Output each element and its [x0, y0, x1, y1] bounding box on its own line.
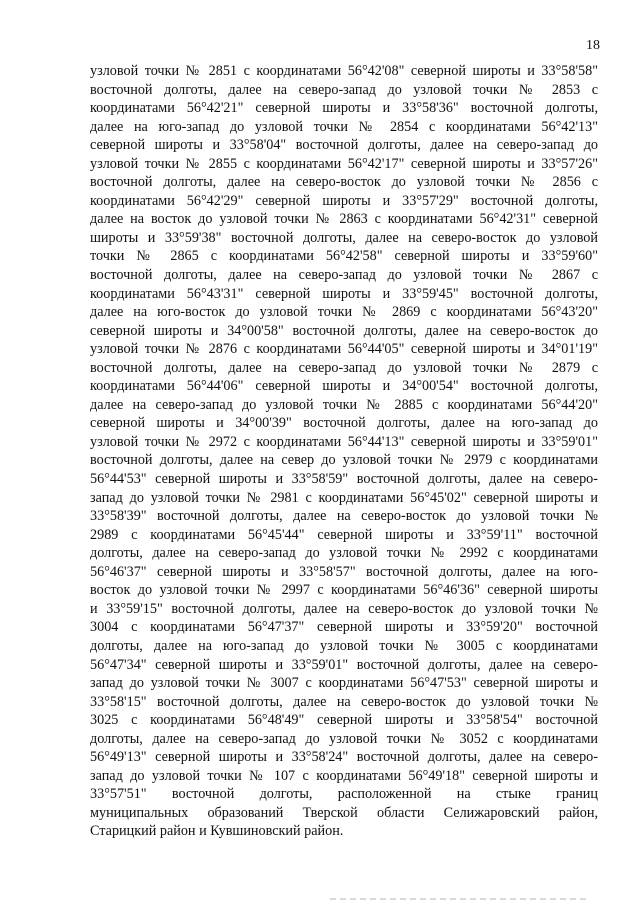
text-line: 56°44'53" северной широты и 33°58'59" восточной долготы, далее на северо-	[90, 471, 598, 488]
text-line: запад до узловой точки № 2981 с координатами 56°45'02" северной широты и	[90, 489, 598, 506]
text-line: 56°47'34" северной широты и 33°59'01" восточной долготы, далее на северо-	[90, 656, 598, 673]
text-line: восточной долготы, далее на северо-запад до узловой точки № 2867 с	[90, 267, 598, 284]
text-line: восточной долготы, далее на северо-восток до узловой точки № 2856 с	[90, 174, 598, 191]
text-line: 56°49'13" северной широты и 33°58'24" восточной долготы, далее на северо-	[90, 749, 598, 766]
text-line: восток до узловой точки № 2997 с координатами 56°46'36" северной широты	[90, 582, 598, 599]
text-line: 33°57'51" восточной долготы, расположенной на стыке границ	[90, 786, 598, 803]
text-line: запад до узловой точки № 107 с координатами 56°49'18" северной широты и	[90, 767, 598, 784]
text-line: долготы, далее на юго-запад до узловой точки № 3005 с координатами	[90, 637, 598, 654]
text-line: восточной долготы, далее на север до узловой точки № 2979 с координатами	[90, 452, 598, 469]
text-line: 3004 с координатами 56°47'37" северной широты и 33°59'20" восточной	[90, 619, 598, 636]
text-line: и 33°59'15" восточной долготы, далее на северо-восток до узловой точки №	[90, 600, 598, 617]
text-line: далее на северо-запад до узловой точки № 2885 с координатами 56°44'20"	[90, 396, 598, 413]
text-line: далее на юго-запад до узловой точки № 2854 с координатами 56°42'13"	[90, 118, 598, 135]
text-line: 2989 с координатами 56°45'44" северной широты и 33°59'11" восточной	[90, 526, 598, 543]
text-line: 56°46'37" северной широты и 33°58'57" восточной долготы, далее на юго-	[90, 563, 598, 580]
text-line: долготы, далее на северо-запад до узловой точки № 3052 с координатами	[90, 730, 598, 747]
text-line: координатами 56°43'31" северной широты и 33°59'45" восточной долготы,	[90, 285, 598, 302]
text-line: 3025 с координатами 56°48'49" северной широты и 33°58'54" восточной	[90, 712, 598, 729]
scan-edge-mark	[330, 898, 590, 900]
body-text	[90, 62, 598, 841]
page-number: 18	[586, 38, 600, 53]
text-line: муниципальных образований Тверской области Селижаровский район,	[90, 804, 598, 821]
text-line: северной широты и 34°00'39" восточной долготы, далее на юго-запад до	[90, 415, 598, 432]
text-line: долготы, далее на северо-запад до узловой точки № 2992 с координатами	[90, 545, 598, 562]
text-line: широты и 33°59'38" восточной долготы, далее на северо-восток до узловой	[90, 229, 598, 246]
text-line: координатами 56°42'29" северной широты и 33°57'29" восточной долготы,	[90, 192, 598, 209]
text-line: 33°58'15" восточной долготы, далее на северо-восток до узловой точки №	[90, 693, 598, 710]
text-line: далее на юго-восток до узловой точки № 2869 с координатами 56°43'20"	[90, 304, 598, 321]
text-line-last: Старицкий район и Кувшиновский район.	[90, 823, 344, 840]
text-line: 33°58'39" восточной долготы, далее на северо-восток до узловой точки №	[90, 508, 598, 525]
text-line: узловой точки № 2855 с координатами 56°42'17" северной широты и 33°57'26"	[90, 155, 598, 172]
text-line: координатами 56°44'06" северной широты и 34°00'54" восточной долготы,	[90, 378, 598, 395]
text-line: узловой точки № 2972 с координатами 56°44'13" северной широты и 33°59'01"	[90, 433, 598, 450]
text-line: узловой точки № 2876 с координатами 56°44'05" северной широты и 34°01'19"	[90, 341, 598, 358]
text-line: точки № 2865 с координатами 56°42'58" северной широты и 33°59'60"	[90, 248, 598, 265]
text-line: далее на восток до узловой точки № 2863 с координатами 56°42'31" северной	[90, 211, 598, 228]
text-line: координатами 56°42'21" северной широты и 33°58'36" восточной долготы,	[90, 100, 598, 117]
text-line: узловой точки № 2851 с координатами 56°42'08" северной широты и 33°58'58"	[90, 63, 598, 79]
text-line: восточной долготы, далее на северо-запад до узловой точки № 2879 с	[90, 359, 598, 376]
text-line: запад до узловой точки № 3007 с координатами 56°47'53" северной широты и	[90, 675, 598, 692]
text-line: восточной долготы, далее на северо-запад до узловой точки № 2853 с	[90, 81, 598, 98]
text-line: северной широты и 34°00'58" восточной долготы, далее на северо-восток до	[90, 322, 598, 339]
text-line: северной широты и 33°58'04" восточной долготы, далее на северо-запад до	[90, 137, 598, 154]
